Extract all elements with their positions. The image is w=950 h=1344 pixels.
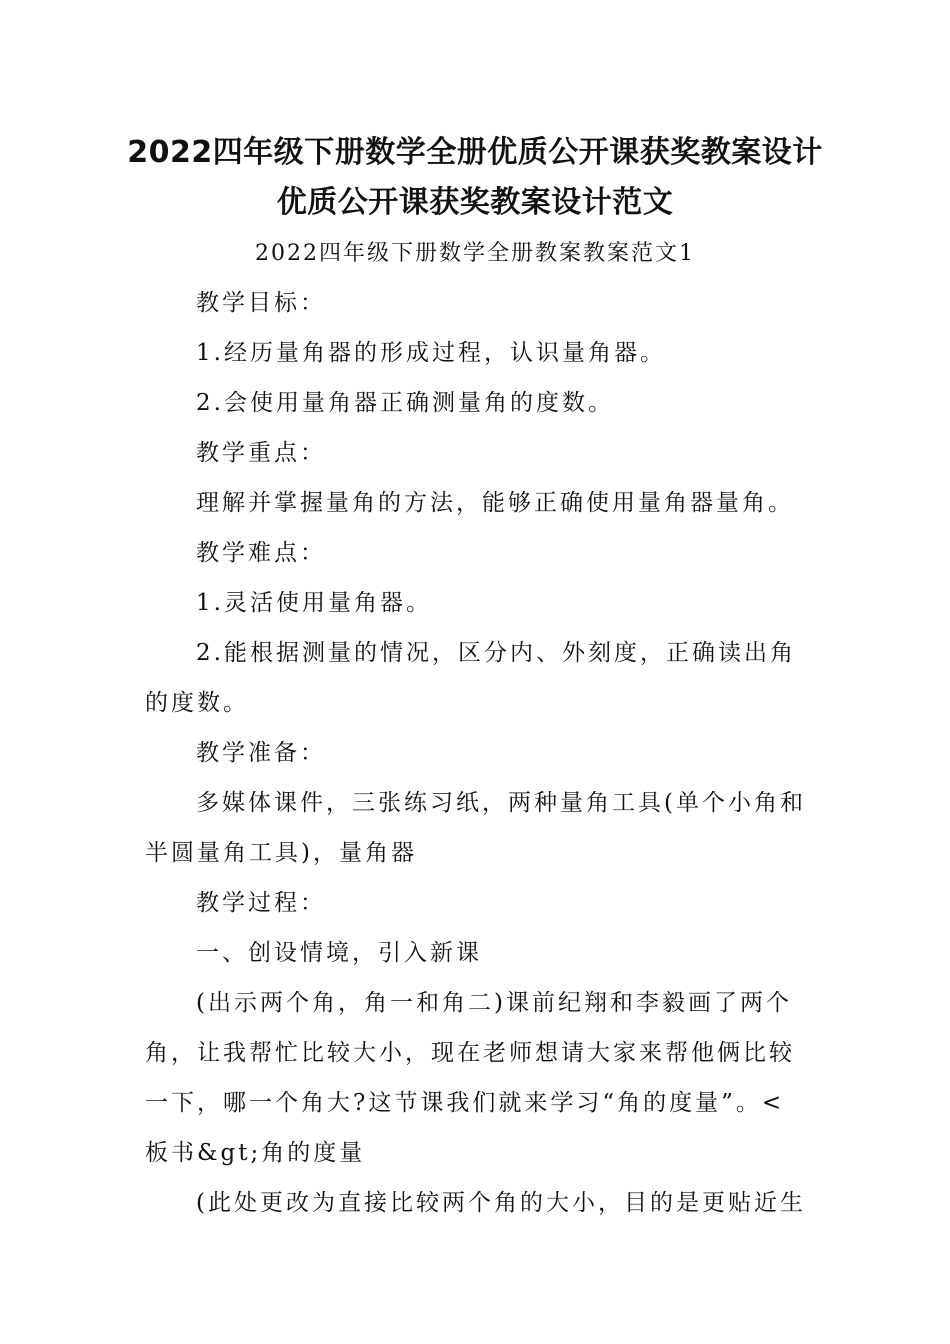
paragraph-line: 角，让我帮忙比较大小，现在老师想请大家来帮他俩比较 [145, 1040, 795, 1066]
paragraph-line: 多媒体课件，三张练习纸，两种量角工具(单个小角和 [196, 790, 806, 816]
paragraph-line: 一下，哪一个角大?这节课我们就来学习“角的度量”。< [145, 1090, 785, 1116]
paragraph-line: 理解并掌握量角的方法，能够正确使用量角器量角。 [196, 490, 794, 516]
heading-teaching-goals: 教学目标： [196, 290, 326, 316]
document-title-line-2: 优质公开课获奖教案设计范文 [276, 185, 674, 220]
paragraph-line: 板书&gt;角的度量 [145, 1140, 366, 1166]
paragraph-line: (出示两个角，角一和角二)课前纪翔和李毅画了两个 [196, 990, 792, 1016]
paragraph-line: 1.经历量角器的形成过程，认识量角器。 [196, 340, 666, 366]
paragraph-line: (此处更改为直接比较两个角的大小，目的是更贴近生 [196, 1190, 806, 1216]
document-subtitle: 2022四年级下册数学全册教案教案范文1 [255, 241, 695, 266]
paragraph-line: 2.能根据测量的情况，区分内、外刻度，正确读出角 [196, 640, 796, 666]
paragraph-line: 的度数。 [145, 690, 249, 716]
paragraph-line: 半圆量角工具)，量角器 [145, 840, 417, 866]
paragraph-line: 1.灵活使用量角器。 [196, 590, 432, 616]
section-heading: 一、创设情境，引入新课 [196, 940, 482, 966]
paragraph-line: 2.会使用量角器正确测量角的度数。 [196, 390, 614, 416]
heading-difficulties: 教学难点： [196, 540, 326, 566]
heading-preparation: 教学准备： [196, 740, 326, 766]
heading-key-points: 教学重点： [196, 440, 326, 466]
document-title-line-1: 2022四年级下册数学全册优质公开课获奖教案设计 [127, 135, 823, 170]
heading-process: 教学过程： [196, 890, 326, 916]
